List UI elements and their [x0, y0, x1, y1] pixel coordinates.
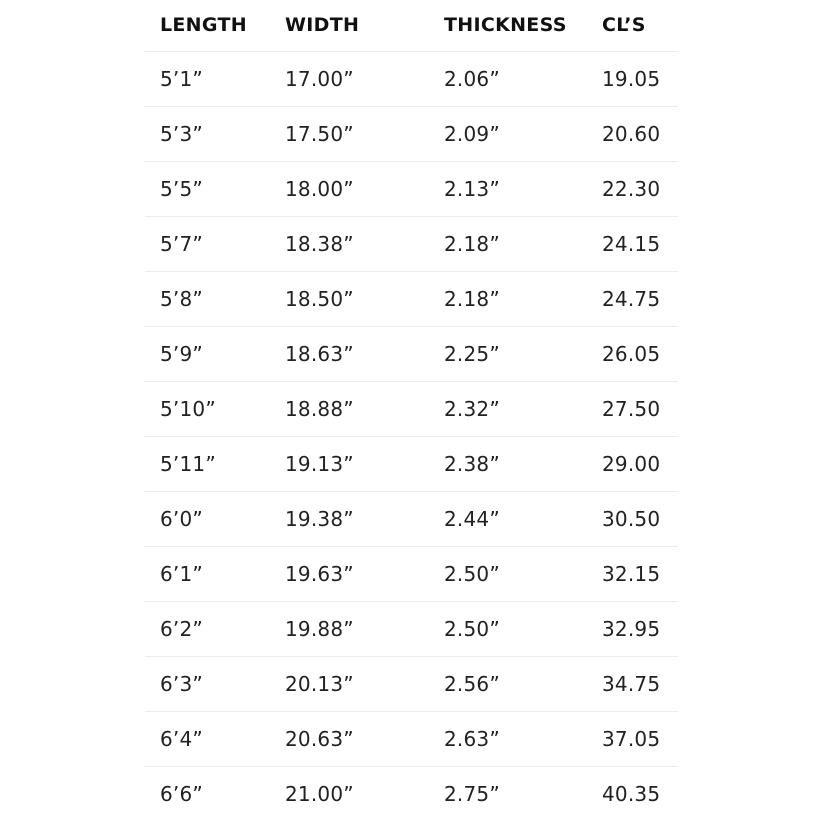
- cell-length: 5’3”: [160, 122, 203, 146]
- cell-cls: 19.05: [602, 67, 661, 91]
- cell-cls: 24.75: [602, 287, 661, 311]
- cell-width: 20.13”: [285, 672, 354, 696]
- table-row: [145, 107, 678, 162]
- cell-thickness: 2.63”: [444, 727, 500, 751]
- cell-length: 5’5”: [160, 177, 203, 201]
- cell-cls: 22.30: [602, 177, 661, 201]
- cell-cls: 32.95: [602, 617, 661, 641]
- cell-thickness: 2.38”: [444, 452, 500, 476]
- cell-thickness: 2.09”: [444, 122, 500, 146]
- cell-thickness: 2.50”: [444, 562, 500, 586]
- header-width: WIDTH: [285, 14, 360, 36]
- cell-thickness: 2.06”: [444, 67, 500, 91]
- cell-width: 18.00”: [285, 177, 354, 201]
- cell-cls: 27.50: [602, 397, 661, 421]
- cell-length: 6’2”: [160, 617, 203, 641]
- cell-width: 20.63”: [285, 727, 354, 751]
- cell-width: 19.88”: [285, 617, 354, 641]
- cell-length: 5’7”: [160, 232, 203, 256]
- cell-length: 6’6”: [160, 782, 203, 806]
- table-row: [145, 327, 678, 382]
- cell-length: 5’11”: [160, 452, 216, 476]
- header-cls: CL’S: [602, 14, 646, 36]
- cell-length: 5’8”: [160, 287, 203, 311]
- cell-thickness: 2.50”: [444, 617, 500, 641]
- table-row: [145, 657, 678, 712]
- table-row: [145, 52, 678, 107]
- cell-cls: 30.50: [602, 507, 661, 531]
- table-row: [145, 162, 678, 217]
- cell-thickness: 2.13”: [444, 177, 500, 201]
- table-row: [145, 217, 678, 272]
- cell-thickness: 2.18”: [444, 287, 500, 311]
- table-row: [145, 382, 678, 437]
- table-row: [145, 547, 678, 602]
- cell-width: 21.00”: [285, 782, 354, 806]
- cell-thickness: 2.25”: [444, 342, 500, 366]
- table-row: [145, 437, 678, 492]
- cell-thickness: 2.32”: [444, 397, 500, 421]
- cell-width: 19.38”: [285, 507, 354, 531]
- table-header: [145, 0, 678, 52]
- table-row: [145, 492, 678, 547]
- cell-length: 6’4”: [160, 727, 203, 751]
- cell-length: 6’0”: [160, 507, 203, 531]
- header-length: LENGTH: [160, 14, 247, 36]
- cell-width: 18.88”: [285, 397, 354, 421]
- cell-width: 17.50”: [285, 122, 354, 146]
- board-size-table: [145, 0, 678, 820]
- cell-thickness: 2.18”: [444, 232, 500, 256]
- cell-length: 5’10”: [160, 397, 216, 421]
- cell-thickness: 2.44”: [444, 507, 500, 531]
- cell-length: 6’1”: [160, 562, 203, 586]
- cell-width: 18.50”: [285, 287, 354, 311]
- table-row: [145, 767, 678, 820]
- cell-length: 6’3”: [160, 672, 203, 696]
- table-body: [145, 52, 678, 820]
- cell-cls: 40.35: [602, 782, 661, 806]
- cell-thickness: 2.75”: [444, 782, 500, 806]
- table-row: [145, 602, 678, 657]
- cell-cls: 24.15: [602, 232, 661, 256]
- cell-cls: 29.00: [602, 452, 661, 476]
- cell-width: 17.00”: [285, 67, 354, 91]
- cell-cls: 26.05: [602, 342, 661, 366]
- cell-width: 19.63”: [285, 562, 354, 586]
- table-row: [145, 712, 678, 767]
- cell-width: 18.63”: [285, 342, 354, 366]
- cell-cls: 20.60: [602, 122, 661, 146]
- cell-thickness: 2.56”: [444, 672, 500, 696]
- header-thickness: THICKNESS: [444, 14, 567, 36]
- cell-width: 18.38”: [285, 232, 354, 256]
- table-row: [145, 272, 678, 327]
- cell-width: 19.13”: [285, 452, 354, 476]
- cell-length: 5’9”: [160, 342, 203, 366]
- cell-cls: 32.15: [602, 562, 661, 586]
- cell-cls: 37.05: [602, 727, 661, 751]
- cell-length: 5’1”: [160, 67, 203, 91]
- cell-cls: 34.75: [602, 672, 661, 696]
